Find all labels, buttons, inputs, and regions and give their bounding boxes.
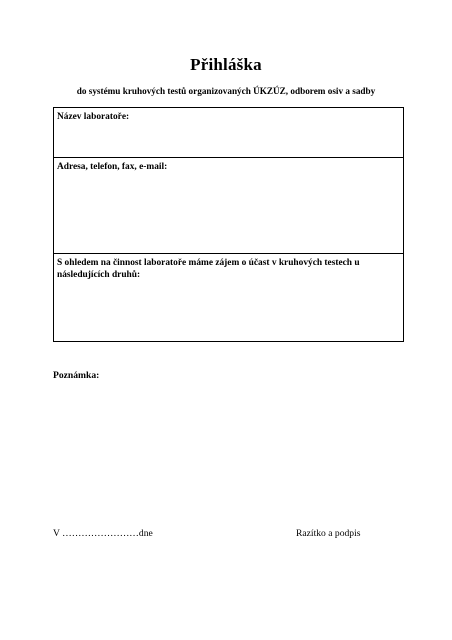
place-date-line: V ……………………dne xyxy=(53,528,153,539)
note-label: Poznámka: xyxy=(53,370,100,381)
interest-label: S ohledem na činnost laboratoře máme zájem o účast v kruhových testech u následujících druhů: xyxy=(57,258,360,280)
lab-name-label: Název laboratoře: xyxy=(57,112,130,122)
contact-label: Adresa, telefon, fax, e-mail: xyxy=(57,162,168,172)
document-title: Přihláška xyxy=(190,55,262,74)
application-form-table xyxy=(53,107,404,342)
contact-field[interactable] xyxy=(54,158,403,254)
stamp-signature-label: Razítko a podpis xyxy=(296,528,361,539)
lab-name-field[interactable] xyxy=(54,108,403,158)
interest-field[interactable] xyxy=(54,254,403,342)
document-subtitle: do systému kruhových testů organizovaných ÚKZÚZ, odborem osiv a sadby xyxy=(76,86,376,96)
